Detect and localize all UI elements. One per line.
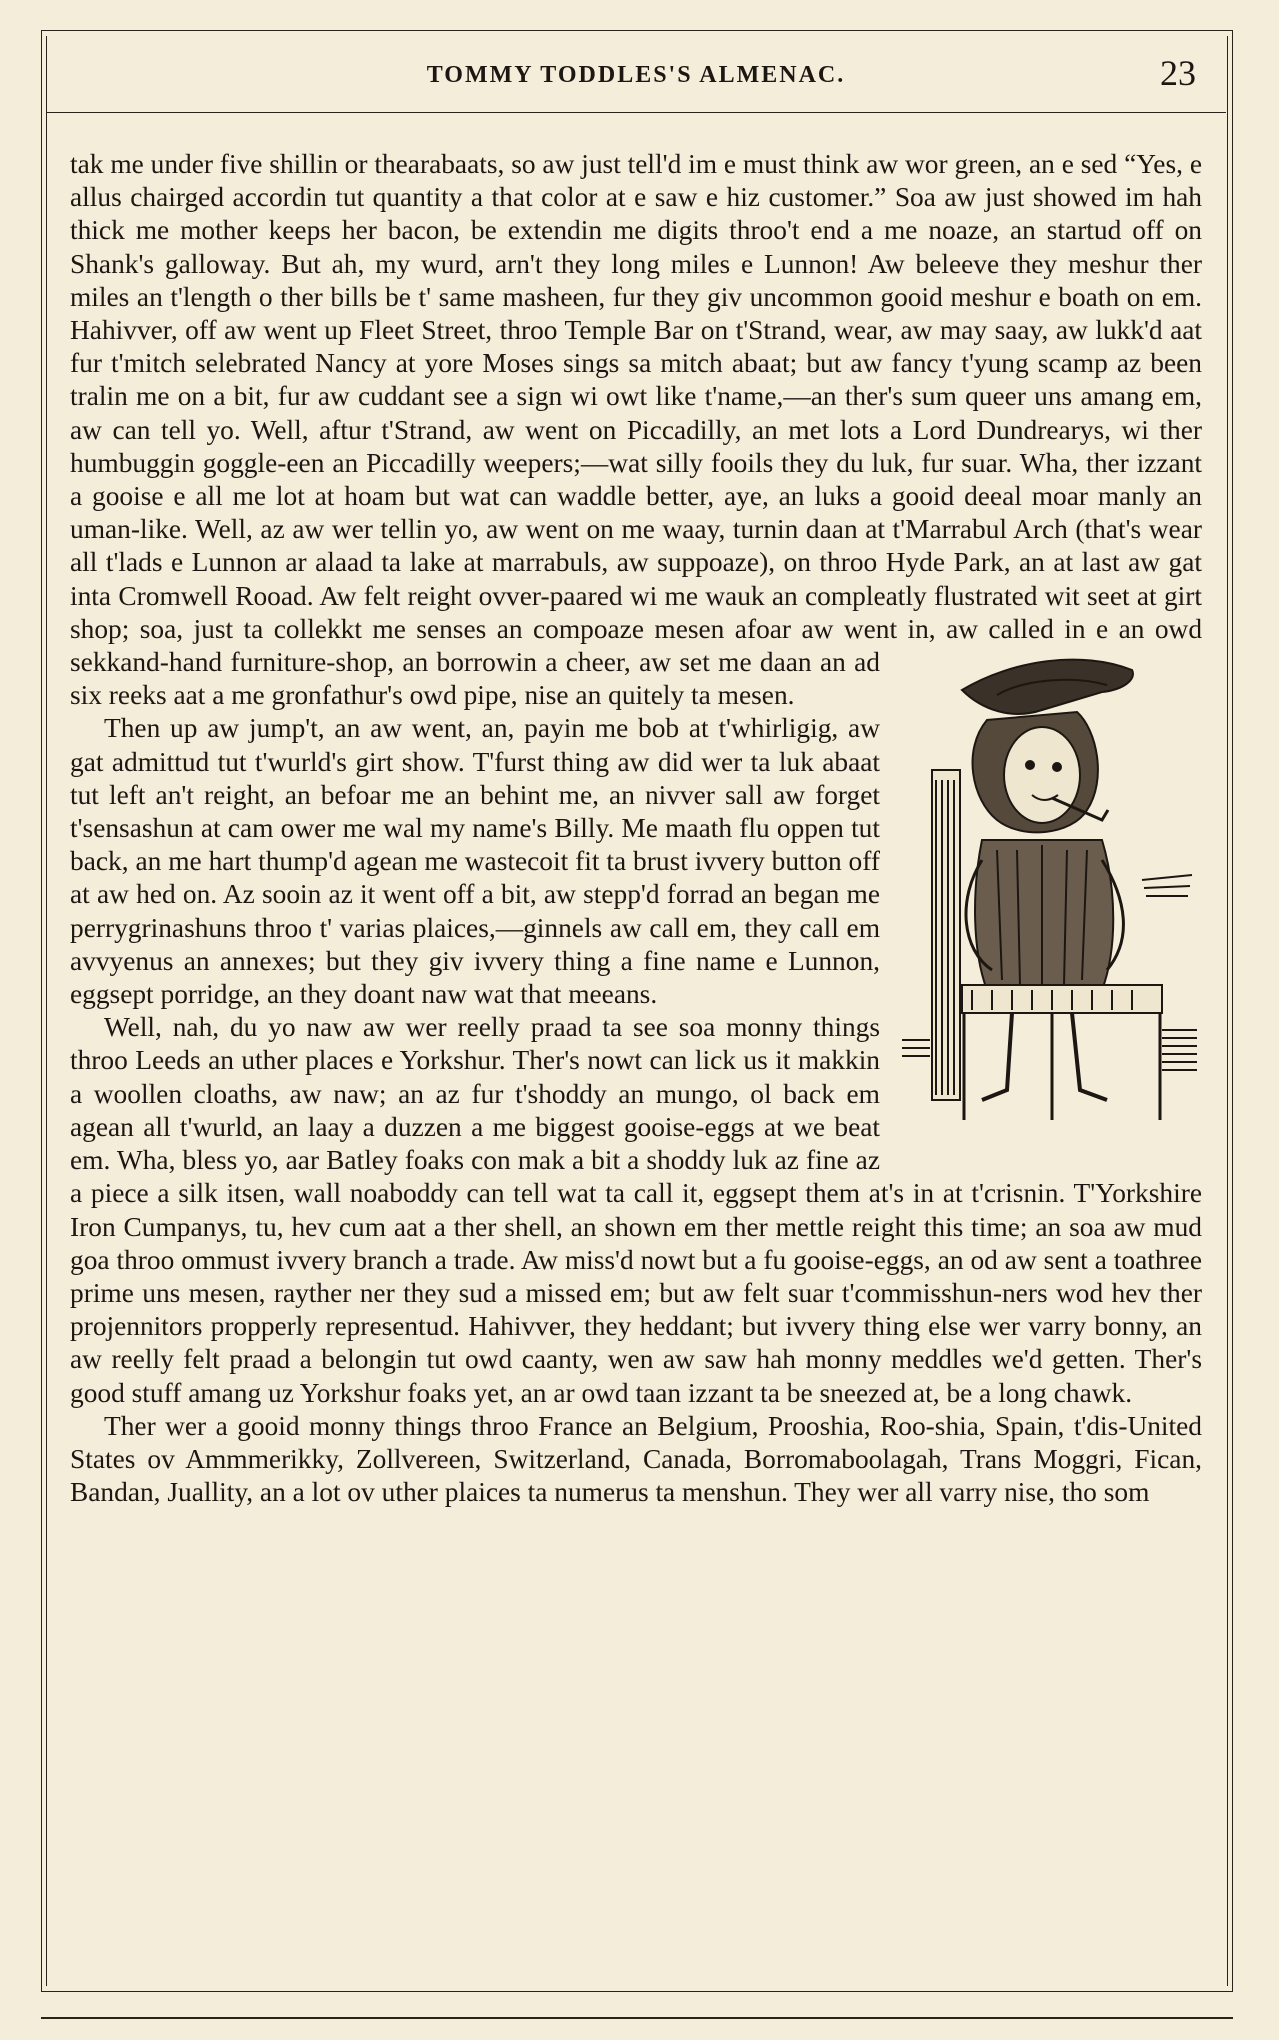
- seated-man-engraving-icon: [902, 650, 1202, 1140]
- running-title: TOMMY TODDLES'S ALMENAC.: [426, 62, 846, 88]
- paragraph-1-lead: tak me under five shillin or thearabaats, so aw just tell'd im e must think aw wor green, an e sed “Yes, e allus chairged accordin tut quantity a that color at e saw e hiz customer.” Soa aw just showed im hah thick me mother keeps her bacon, be extendin me digits throo't end a me noaze, an startud off on Shank's galloway. But ah, my wurd, arn't they long miles e Lunnon! Aw beleeve they meshur ther miles an t'length o ther bills be t' same masheen, fur they giv uncommon gooid meshur e boath on em. Hahivver, off aw went up Fleet Street, throo Temple Bar on t'Strand, wear, aw may saay, aw lukk'd aat fur t'mitch selebrated Nancy at yore Moses sings sa mitch abaat; but aw fancy t'yung scamp az been tralin me on a bit, fur aw cuddant see a sign wi owt like t'name,—an ther's sum queer uns amang em, aw can tell yo. Well, aftur t'Strand, aw went on Piccadilly, an met lots a Lord Dundrearys, wi ther humbuggin goggle-een an Piccadilly weepers;—wat silly fooils they du luk, fur suar. Wha, ther izzant a gooise e all me lot at hoam but wat can waddle better, aye, an luks a gooid deeal moar manly an uman-like. Well, az aw wer tellin yo, aw went on me waay, turnin daan at t'Marrabul Arch (that's wear all t'lads e Lunnon ar alaad ta lake at marrabuls, aw suppoaze), on throo Hyde Park, an at last aw gat inta Cromwell Rooad. Aw felt reight ovver-paared wi me wauk an compleatly flustrated wit seet at girt shop; soa, just ta collekkt me senses an compoaze mesen afoar aw went in, aw called in e: [70, 149, 1202, 644]
- paragraph-1-rest: an owd sekkand-hand furniture-shop, an borrowin a cheer, aw set me daan an ad six reeks aat a me gronfathur's owd pipe, nise an quitely ta mesen.: [70, 613, 1203, 711]
- paragraph-4: Ther wer a gooid monny things throo France an Belgium, Prooshia, Roo-shia, Spain, t'dis-United States ov Ammmerikky, Zollvereen, Switzerland, Canada, Borromaboolagah, Trans Moggri, Fican, Bandan, Juallity, an a lot ov uther plaices ta numerus ta menshun. They wer all varry nise, tho som: [70, 1410, 1202, 1508]
- illustration-seated-man: [902, 650, 1202, 1140]
- paragraph-3: Well, nah, du yo naw aw wer reelly praad ta see soa monny things throo Leeds an uther places e Yorkshur. Ther's nowt can lick us it makkin a woollen cloaths, aw naw; an az fur t'shoddy an mungo, ol back em agean all t'wurld, an laay a duzzen a me biggest gooise-eggs at we beat em. Wha, bless yo, aar Batley foaks con mak a bit a shoddy luk az fine az a piece a silk itsen, wall noaboddy can tell wat ta call it, eggsept them at's in at t'crisnin. T'Yorkshire Iron Cumpanys, tu, hev cum aat a ther shell, an shown em ther mettle reight this time; an soa aw mud goa throo ommust ivvery branch a trade. Aw miss'd nowt but a fu gooise-eggs, an od aw sent a toathree prime uns mesen, rayther ner they sud a missed em; but aw felt suar t'commisshun-ners wod hev ther projennitors propperly representud. Hahivver, they heddant; but ivvery thing else wer varry bonny, an aw reelly felt praad a belongin tut owd caanty, wen aw saw hah monny meddles we'd getten. Ther's good stuff amang uz Yorkshur foaks yet, an ar owd taan izzant ta be sneezed at, be a long chawk.: [70, 1012, 1202, 1408]
- page-header: [70, 52, 1202, 112]
- header-rule: [46, 112, 1226, 113]
- body-text: [70, 148, 1202, 1509]
- page-number: 23: [1160, 53, 1196, 93]
- bottom-rule: [41, 2017, 1233, 2019]
- paragraph-2: Then up aw jump't, an aw went, an, payin me bob at t'whirligig, aw gat admittud tut t'wurld's girt show. T'furst thing aw did wer ta luk abaat tut left an't reight, an befoar me an behint me, an nivver sall aw forget t'sensashun at cam ower me wal my name's Billy. Me maath flu oppen tut back, an me hart thump'd agean me wastecoit fit ta brust ivvery button off at aw hed on. Az sooin az it went off a bit, aw stepp'd forrad an began me perrygrinashuns throo t' varias plaices,—ginnels aw call em, they call em avvyenus an annexes; but they giv ivvery thing a fine name e Lunnon, eggsept porridge, an they doant naw wat that meeans.: [70, 713, 880, 1010]
